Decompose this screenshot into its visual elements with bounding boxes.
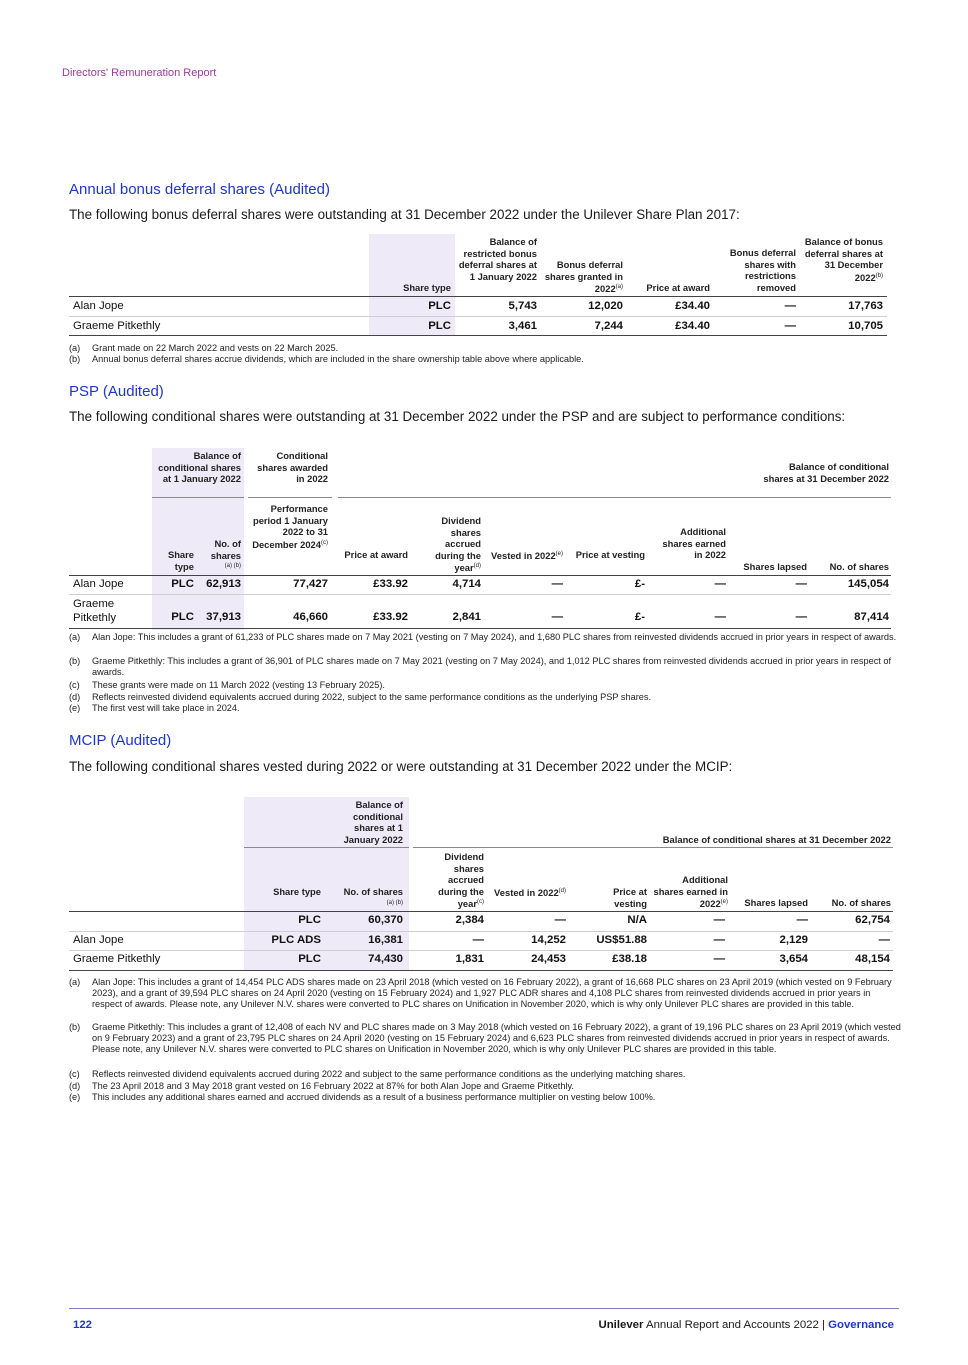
mcip-row-no-shares: 74,430 <box>368 953 403 965</box>
footnote-key: (c) <box>69 680 80 690</box>
mcip-header-vested-sup: (d) <box>558 888 566 894</box>
footnote-text: Grant made on 22 March 2022 and vests on 22 March 2025. <box>92 343 339 353</box>
psp-footnote <box>69 632 901 643</box>
bonus-header-granted-sup: (a) <box>615 284 623 291</box>
bonus-footnote <box>69 343 901 354</box>
psp-row-name: Graeme Pitkethly <box>73 598 117 624</box>
mcip-header-dividend-text: Dividend shares accrued during the year <box>438 851 484 910</box>
mcip-row-no-shares-end: 48,154 <box>855 953 890 965</box>
mcip-row-share-type: PLC <box>298 914 321 926</box>
mcip-row-dividend: 1,831 <box>455 953 484 965</box>
footer-brand: Unilever <box>598 1319 644 1331</box>
psp-header-vested <box>491 549 563 562</box>
mcip-header-share-type: Share type <box>273 886 321 897</box>
psp-bottom-rule <box>69 628 891 629</box>
mcip-row-vested: — <box>554 914 566 926</box>
psp-group-rule <box>152 497 244 498</box>
footnote-text: Alan Jope: This includes a grant of 14,454 PLC ADS shares made on 23 April 2018 (which vested on 16 February 2022), a grant of 16,668 PLC shares on 23 April 2019 (which vested on 9 February 2023), and a grant of 39,594 PLC shares on 24 April 2020 (vesting on 15 February 2024) and 1,927 PLC ADR shares and 4,108 PLC shares from reinvested dividends accrued in prior years in respect of awards. Please note, any Unilever N.V. shares were converted to PLC shares on Unification in November 2020, which is why only Unilever PLC shares are provided in this table. <box>92 977 892 1009</box>
mcip-row-divider <box>69 931 893 932</box>
psp-row-divider <box>69 594 891 595</box>
footnote-text: Graeme Pitkethly: This includes a grant of 12,408 of each NV and PLC shares made on 3 May 2018 (which vested on 16 February 2022), a grant of 19,196 PLC shares on 23 April 2019 (which vested on 9 February 2023) and a grant of 23,795 PLC shares on 24 April 2020 (vesting on 15 February 2024) and 6,623 PLC shares from reinvested dividends accrued in prior years in respect of awards. Please note, any Unilever N.V. shares were converted to PLC shares on Unification in November 2020, which is why only Unilever PLC shares are provided in this table. <box>92 1022 901 1054</box>
mcip-row-vested: 14,252 <box>531 934 566 946</box>
psp-header-lapsed: Shares lapsed <box>743 561 807 572</box>
bonus-header-balance-end-text: Balance of bonus deferral shares at 31 December 2022 <box>804 236 883 283</box>
footnote-text: These grants were made on 11 March 2022 (vesting 13 February 2025). <box>92 680 385 690</box>
mcip-footnote <box>69 977 901 1010</box>
psp-group-header-awarded: Conditional shares awarded in 2022 <box>257 450 328 485</box>
footnote-key: (b) <box>69 354 81 364</box>
psp-header-share-type: Share type <box>167 549 194 572</box>
mcip-row-price-vesting: N/A <box>627 914 647 926</box>
bonus-row-balance-start: 5,743 <box>508 300 537 312</box>
bonus-row-balance-end: 17,763 <box>848 300 883 312</box>
footnote-text: The first vest will take place in 2024. <box>92 703 240 713</box>
mcip-bottom-rule <box>69 970 893 971</box>
footnote-text: Graeme Pitkethly: This includes a grant of 36,901 of PLC shares made on 7 May 2021 (vesting on 7 May 2024), and 1,012 PLC shares from reinvested dividends accrued in prior years in respect of awards. <box>92 656 892 677</box>
psp-row-no-shares-end: 87,414 <box>854 611 889 623</box>
psp-header-vested-sup: (e) <box>555 551 563 557</box>
footnote-key: (d) <box>69 1081 81 1091</box>
mcip-row-no-shares-end: — <box>878 934 890 946</box>
psp-row-share-type: PLC <box>171 578 194 590</box>
mcip-section-title: MCIP (Audited) <box>69 732 172 749</box>
psp-group-header-balance-end: Balance of conditional shares at 31 December 2022 <box>763 461 889 484</box>
bonus-header-balance-end-sup: (b) <box>875 272 883 279</box>
bonus-row-name: Graeme Pitkethly <box>73 320 161 332</box>
mcip-row-share-type: PLC ADS <box>271 934 321 946</box>
psp-header-additional: Additional shares earned in 2022 <box>662 526 726 561</box>
psp-row-name: Alan Jope <box>73 578 124 590</box>
psp-row-no-shares: 37,913 <box>206 611 241 623</box>
psp-header-rule <box>69 575 891 576</box>
mcip-group-header-balance-end: Balance of conditional shares at 31 December 2022 <box>662 834 891 845</box>
mcip-footnote <box>69 1022 901 1055</box>
bonus-row-price: £34.40 <box>675 300 710 312</box>
psp-footnote <box>69 680 901 691</box>
mcip-header-no-shares-text: No. of shares <box>343 886 403 897</box>
bonus-header-granted <box>541 259 623 295</box>
psp-row-no-shares-end: 145,054 <box>847 578 889 590</box>
mcip-row-dividend: 2,384 <box>455 914 484 926</box>
mcip-row-additional: — <box>713 934 725 946</box>
psp-row-additional: — <box>714 611 726 623</box>
footnote-key: (b) <box>69 656 81 666</box>
psp-row-dividend: 2,841 <box>452 611 481 623</box>
bonus-row-granted: 12,020 <box>588 300 623 312</box>
mcip-row-price-vesting: £38.18 <box>612 953 647 965</box>
bonus-row-granted: 7,244 <box>594 320 623 332</box>
psp-footnote <box>69 692 901 703</box>
psp-row-price-award: £33.92 <box>373 578 408 590</box>
bonus-header-rule <box>69 296 887 297</box>
mcip-row-additional: — <box>713 914 725 926</box>
psp-header-no-shares-end: No. of shares <box>829 561 889 572</box>
mcip-row-no-shares: 16,381 <box>368 934 403 946</box>
bonus-header-balance-start: Balance of restricted bonus deferral shares at 1 January 2022 <box>458 236 537 282</box>
bonus-row-removed: — <box>784 320 796 332</box>
footnote-text: Alan Jope: This includes a grant of 61,233 of PLC shares made on 7 May 2021 (vesting on 7 May 2024), and 1,680 PLC shares from reinvested dividends accrued in prior years in respect of awards. <box>92 632 897 642</box>
footnote-text: Reflects reinvested dividend equivalents accrued during 2022 and subject to the same performance conditions as the underlying matching shares. <box>92 1069 686 1079</box>
mcip-row-no-shares: 60,370 <box>368 914 403 926</box>
psp-footnote <box>69 703 901 714</box>
footnote-text: Reflects reinvested dividend equivalents accrued during 2022, subject to the same performance conditions as the underlying PSP shares. <box>92 692 652 702</box>
footer-section-link[interactable]: Governance <box>828 1319 894 1331</box>
psp-header-price-award: Price at award <box>344 549 408 560</box>
bonus-bottom-rule <box>69 335 887 336</box>
bonus-row-divider <box>69 316 887 317</box>
running-head: Directors' Remuneration Report <box>62 67 217 79</box>
bonus-header-price: Price at award <box>646 282 710 293</box>
mcip-header-no-shares <box>326 886 403 910</box>
mcip-header-lapsed: Shares lapsed <box>744 897 808 908</box>
psp-group-rule <box>248 497 332 498</box>
mcip-footnote <box>69 1081 901 1092</box>
bonus-header-balance-end <box>801 236 883 284</box>
psp-row-additional: — <box>714 578 726 590</box>
footer-title: Annual Report and Accounts 2022 | <box>643 1319 829 1331</box>
psp-header-dividend-text: Dividend shares accrued during the year <box>435 515 481 574</box>
mcip-footnote <box>69 1092 901 1103</box>
footnote-text: The 23 April 2018 and 3 May 2018 grant vested on 16 February 2022 at 87% for both Alan Jope and Graeme Pitkethly. <box>92 1081 574 1091</box>
mcip-header-additional-text: Additional shares earned in 2022 <box>653 874 728 910</box>
footnote-key: (a) <box>69 977 81 987</box>
mcip-row-lapsed: 3,654 <box>779 953 808 965</box>
mcip-row-divider <box>69 950 893 951</box>
psp-row-vested: — <box>551 578 563 590</box>
footnote-key: (e) <box>69 1092 81 1102</box>
psp-header-performance-text: Performance period 1 January 2022 to 31 December 2024 <box>252 503 328 550</box>
footer-brand-line <box>598 1319 894 1331</box>
mcip-header-vested-text: Vested in 2022 <box>494 887 559 899</box>
footnote-key: (b) <box>69 1022 81 1032</box>
psp-footnote <box>69 656 901 678</box>
bonus-row-price: £34.40 <box>675 320 710 332</box>
psp-row-lapsed: — <box>795 578 807 590</box>
mcip-row-additional: — <box>713 953 725 965</box>
mcip-header-vested <box>494 886 566 899</box>
psp-row-no-shares: 62,913 <box>206 578 241 590</box>
mcip-row-lapsed: — <box>796 914 808 926</box>
mcip-header-no-shares-sup: (a) (b) <box>386 899 403 906</box>
mcip-row-share-type: PLC <box>298 953 321 965</box>
psp-intro: The following conditional shares were outstanding at 31 December 2022 under the PSP and are subject to performance conditions: <box>69 409 846 424</box>
psp-header-performance <box>248 503 328 551</box>
psp-group-rule <box>338 497 891 498</box>
mcip-header-dividend-sup: (c) <box>477 899 484 906</box>
psp-row-price-award: £33.92 <box>373 611 408 623</box>
bonus-header-granted-text: Bonus deferral shares granted in 2022 <box>544 259 623 295</box>
psp-header-performance-sup: (c) <box>321 539 328 546</box>
psp-header-no-shares <box>196 538 241 574</box>
mcip-row-dividend: — <box>472 934 484 946</box>
bonus-row-balance-start: 3,461 <box>508 320 537 332</box>
psp-row-share-type: PLC <box>171 611 194 623</box>
bonus-row-balance-end: 10,705 <box>848 320 883 332</box>
psp-header-dividend-sup: (d) <box>473 563 481 570</box>
bonus-header-removed: Bonus deferral shares with restrictions removed <box>729 247 796 293</box>
psp-header-price-vesting: Price at vesting <box>575 549 645 560</box>
psp-section-title: PSP (Audited) <box>69 383 164 400</box>
bonus-header-share-type: Share type <box>403 282 451 293</box>
mcip-header-additional <box>652 874 728 910</box>
psp-row-price-vesting: £- <box>634 578 645 590</box>
mcip-group-rule <box>413 847 893 848</box>
mcip-group-header-balance-start: Balance of conditional shares at 1 January 2022 <box>343 799 403 845</box>
psp-header-dividend <box>418 515 481 574</box>
bonus-footnote <box>69 354 901 365</box>
mcip-row-name: Graeme Pitkethly <box>73 953 161 965</box>
psp-header-vested-text: Vested in 2022 <box>491 550 556 562</box>
psp-header-no-shares-sup: (a) (b) <box>224 563 241 570</box>
footnote-key: (a) <box>69 632 81 642</box>
bonus-row-removed: — <box>784 300 796 312</box>
footnote-key: (a) <box>69 343 81 353</box>
footnote-text: This includes any additional shares earned and accrued dividends as a result of a business performance multiplier on vesting below 100%. <box>92 1092 656 1102</box>
footnote-text: Annual bonus deferral shares accrue dividends, which are included in the share ownership table above where applicable. <box>92 354 584 364</box>
bonus-row-name: Alan Jope <box>73 300 124 312</box>
mcip-footnote <box>69 1069 901 1080</box>
mcip-header-additional-sup: (e) <box>720 899 728 906</box>
psp-row-dividend: 4,714 <box>452 578 481 590</box>
mcip-group-rule <box>244 847 409 848</box>
mcip-row-vested: 24,453 <box>531 953 566 965</box>
footnote-key: (c) <box>69 1069 80 1079</box>
footnote-key: (d) <box>69 692 81 702</box>
psp-row-lapsed: — <box>795 611 807 623</box>
mcip-row-lapsed: 2,129 <box>779 934 808 946</box>
bonus-row-share-type: PLC <box>428 300 451 312</box>
bonus-section-title: Annual bonus deferral shares (Audited) <box>69 181 330 198</box>
psp-header-no-shares-text: No. of shares <box>210 538 241 561</box>
mcip-row-price-vesting: US$51.88 <box>596 934 647 946</box>
footer-rule <box>69 1308 899 1309</box>
mcip-row-name: Alan Jope <box>73 934 124 946</box>
bonus-row-share-type: PLC <box>428 320 451 332</box>
psp-row-performance: 46,660 <box>293 611 328 623</box>
mcip-header-no-shares-end: No. of shares <box>831 897 891 908</box>
mcip-header-dividend <box>418 851 484 910</box>
mcip-intro: The following conditional shares vested during 2022 or were outstanding at 31 December 2022 under the MCIP: <box>69 759 733 774</box>
footnote-key: (e) <box>69 703 81 713</box>
psp-row-vested: — <box>551 611 563 623</box>
mcip-row-no-shares-end: 62,754 <box>855 914 890 926</box>
page-number: 122 <box>73 1319 93 1331</box>
bonus-intro: The following bonus deferral shares were outstanding at 31 December 2022 under the Unilever Share Plan 2017: <box>69 207 740 222</box>
psp-row-performance: 77,427 <box>293 578 328 590</box>
mcip-header-price-vesting: Price at vesting <box>613 886 647 909</box>
psp-row-price-vesting: £- <box>634 611 645 623</box>
psp-group-header-balance-start: Balance of conditional shares at 1 January 2022 <box>158 450 241 485</box>
mcip-header-rule <box>69 911 893 912</box>
